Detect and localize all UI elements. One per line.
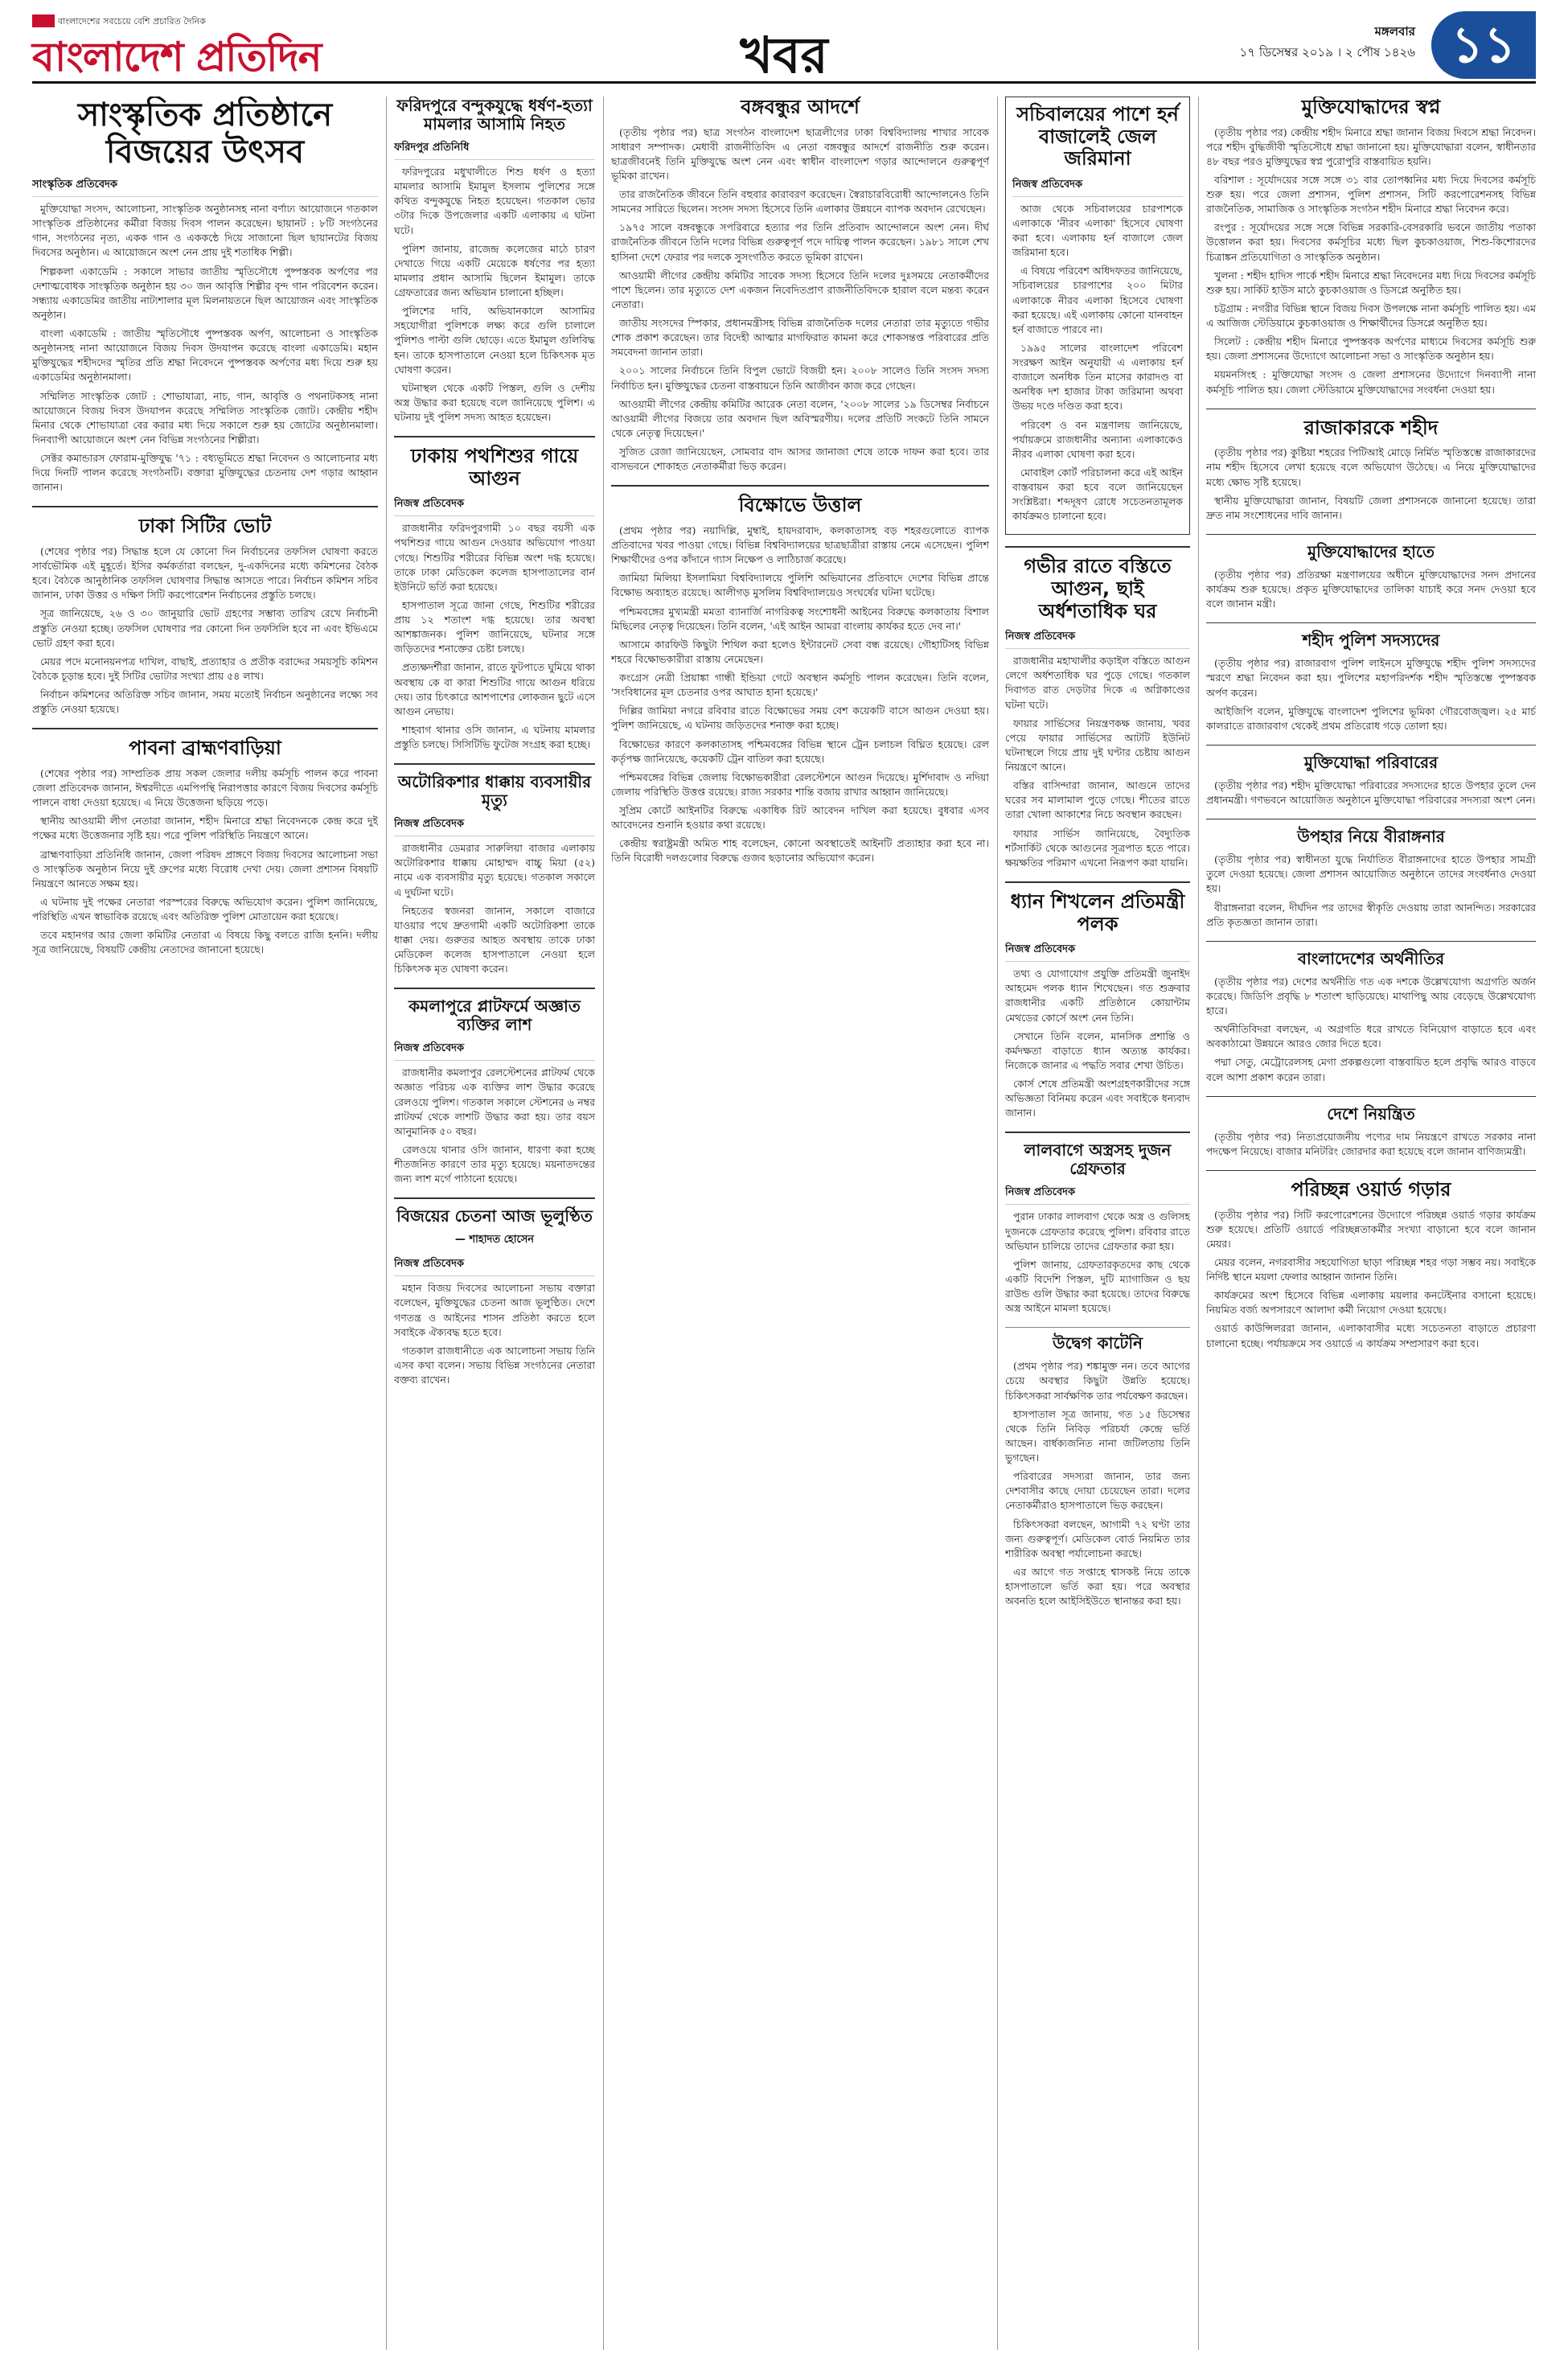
article-body — [611, 125, 989, 474]
article-paragraph: সুজিত রেজা জানিয়েছেন, সোমবার বাদ আসর জানাজা শেষে তাকে দাফন করা হবে। তার বাসভবনে শোকাহত নেতাকর্মীরা ভিড় করেন। — [611, 446, 989, 473]
article-body — [394, 521, 595, 752]
article-paragraph: সেখানে তিনি বলেন, মানসিক প্রশান্তি ও কর্মদক্ষতা বাড়াতে ধ্যান অত্যন্ত কার্যকর। নিজেকে জানার এ পদ্ধতি সবার শেখা উচিত। — [1005, 1029, 1190, 1071]
article-paragraph: মোবাইল কোর্ট পরিচালনা করে এই আইন বাস্তবায়ন করা হবে বলে জানিয়েছেন সংশ্লিষ্টরা। শব্দদূষণ রোধে সচেতনতামূলক কার্যক্রমও চালানো হবে। — [1012, 466, 1183, 523]
day-name: মঙ্গলবার — [1374, 24, 1415, 39]
section-title: খবর — [740, 26, 828, 84]
article-byline: নিজস্ব প্রতিবেদক — [394, 496, 595, 516]
article-byline: নিজস্ব প্রতিবেদক — [394, 1041, 595, 1061]
article-slum-fire — [1005, 556, 1190, 870]
article-birangana-gifts — [1206, 828, 1536, 930]
article-paragraph: (তৃতীয় পৃষ্ঠার পর) শহীদ মুক্তিযোদ্ধা পরিবারের সদস্যদের হাতে উপহার তুলে দেন প্রধানমন্ত্রী। গণভবনে আয়োজিত অনুষ্ঠানে মুক্তিযোদ্ধা পরিবারের সদস্যরা অংশ নেন। — [1206, 778, 1536, 807]
article-paragraph: পুলিশ জানায়, রাজেন্দ্র কলেজের মাঠে চারণ দেখাতে গিয়ে একটি মেয়েকে ধর্ষণের পর হত্যা মামলার প্রধান আসামি ছিলেন ইমামুল। তাকে গ্রেফতারের জন্য অভিযান চালানো হচ্ছিল। — [394, 242, 595, 298]
article-byline: নিজস্ব প্রতিবেদক — [394, 816, 595, 836]
article-byline: নিজস্ব প্রতিবেদক — [1005, 1185, 1190, 1205]
article-paragraph: অর্থনীতিবিদরা বলছেন, এ অগ্রগতি ধরে রাখতে বিনিয়োগ বাড়াতে হবে এবং অবকাঠামো উন্নয়নে আরও জোর দিতে হবে। — [1206, 1023, 1536, 1050]
article-paragraph: (তৃতীয় পৃষ্ঠার পর) কেন্দ্রীয় শহীদ মিনারে শ্রদ্ধা জানান বিজয় দিবসে শ্রদ্ধা নিবেদন। পরে শহীদ বুদ্ধিজীবী স্মৃতিসৌধে শ্রদ্ধা জানানো হয়। মুক্তিযোদ্ধারা বলেন, স্বাধীনতার ৪৮ বছর পরও মুক্তিযুদ্ধের স্বপ্ন পুরোপুরি বাস্তবায়িত হয়নি। — [1206, 125, 1536, 167]
divider — [32, 506, 378, 507]
article-paragraph: তবে মহানগর আর জেলা কমিটির নেতারা এ বিষয়ে কিছু বলতে রাজি হননি। দলীয় সূত্র জানিয়েছে, বিষয়টি কেন্দ্রীয় নেতাদের জানানো হয়েছে। — [32, 929, 378, 956]
article-lalbagh-arrest — [1005, 1141, 1190, 1316]
article-paragraph: সেক্টর কমান্ডারস ফোরাম-মুক্তিযুদ্ধ '৭১ : বধ্যভূমিতে শ্রদ্ধা নিবেদন ও আলোচনার মধ্য দিয়ে দিনটি পালন করেছে সংগঠনটি। বক্তারা মুক্তিযুদ্ধের চেতনায় দেশ গড়ার আহ্বান জানান। — [32, 452, 378, 494]
article-byline: নিজস্ব প্রতিবেদক — [1012, 177, 1183, 197]
article-paragraph: শাহবাগ থানার ওসি জানান, এ ঘটনায় মামলার প্রস্তুতি চলছে। সিসিটিভি ফুটেজ সংগ্রহ করা হচ্ছে। — [394, 723, 595, 751]
article-body — [1206, 1130, 1536, 1159]
article-dhaka-city-vote — [32, 515, 378, 717]
article-paragraph: এর আগে গত সপ্তাহে শ্বাসকষ্ট নিয়ে তাকে হাসপাতালে ভর্তি করা হয়। পরে অবস্থার অবনতি হলে আইসিইউতে স্থানান্তর করা হয়। — [1005, 1565, 1190, 1608]
masthead — [32, 10, 1536, 84]
article-paragraph: বরিশাল : সূর্যোদয়ের সঙ্গে সঙ্গে ৩১ বার তোপধ্বনির মধ্য দিয়ে দিবসের কর্মসূচি শুরু হয়। পরে জেলা প্রশাসন, পুলিশ প্রশাসন, সিটি করপোরেশনসহ বিভিন্ন রাজনৈতিক, সামাজিক ও সাংস্কৃতিক সংগঠন শহীদ মিনারে শ্রদ্ধা নিবেদন করে। — [1206, 173, 1536, 216]
logo-text: বাংলাদেশ প্রতিদিন — [32, 34, 322, 80]
article-bangabandhu-ideals — [611, 97, 989, 474]
article-paragraph: ২০০১ সালের নির্বাচনে তিনি বিপুল ভোটে বিজয়ী হন। ২০০৮ সালেও তিনি সংসদ সদস্য নির্বাচিত হন। মুক্তিযুদ্ধের চেতনা বাস্তবায়নে তিনি আজীবন কাজ করে গেছেন। — [611, 364, 989, 392]
article-headline[interactable]: কমলাপুরে প্লাটফর্মে অজ্ঞাত ব্যক্তির লাশ — [408, 996, 581, 1035]
article-paragraph: রাজধানীর ফরিদপুরগামী ১০ বছর বয়সী এক পথশিশুর গায়ে আগুন দেওয়ার অভিযোগ পাওয়া গেছে। শিশুটির শরীরের বিভিন্ন অংশ দগ্ধ হয়েছে। তাকে ঢাকা মেডিকেল কলেজ হাসপাতালের বার্ন ইউনিটে ভর্তি করা হয়েছে। — [394, 522, 595, 593]
article-paragraph: মুক্তিযোদ্ধা সংসদ, আলোচনা, সাংস্কৃতিক অনুষ্ঠানসহ নানা বর্ণাঢ্য আয়োজনে গতকাল সাংস্কৃতিক প্রতিষ্ঠানের কর্মীরা বিজয় দিবস পালন করেছেন। ছায়ানট : ৮টি সংগঠনের গান, সংগঠনের নৃত্য, একক গান ও এককন্ঠে দিয়ে সাজানো ছিল ছায়ানটের বিজয় দিবসের অনুষ্ঠান। এ আয়োজনে অংশ নেন প্রায় দুই শতাধিক শিল্পী। — [32, 203, 378, 259]
article-body — [1206, 975, 1536, 1085]
article-paragraph: ঘটনাস্থল থেকে একটি পিস্তল, গুলি ও দেশীয় অস্ত্র উদ্ধার করা হয়েছে বলে জানিয়েছে পুলিশ। এ ঘটনায় দুই পুলিশ সদস্য আহত হয়েছেন। — [394, 381, 595, 423]
article-palak-meditation — [1005, 891, 1190, 1120]
article-headline[interactable]: মুক্তিযোদ্ধাদের হাতে — [1307, 541, 1435, 561]
article-body — [1206, 852, 1536, 930]
article-body — [1005, 1210, 1190, 1316]
page-number-badge: ১১ — [1431, 11, 1536, 79]
article-headline[interactable]: উপহার নিয়ে বীরাঙ্গনার — [1297, 827, 1445, 847]
article-paragraph: রাজধানীর মহাখালীর কড়াইল বস্তিতে আগুন লেগে অর্ধশতাধিক ঘর পুড়ে গেছে। গতকাল দিবাগত রাত দেড়টার দিকে এ অগ্নিকাণ্ডের ঘটনা ঘটে। — [1005, 655, 1190, 711]
article-paragraph: বিক্ষোভের কারণে কলকাতাসহ পশ্চিমবঙ্গের বিভিন্ন স্থানে ট্রেন চলাচল বিঘ্নিত হয়েছে। রেল কর্তৃপক্ষ জানিয়েছে, কয়েকটি ট্রেন বাতিল করা হয়েছে। — [611, 737, 989, 765]
article-headline[interactable]: অটোরিকশার ধাক্কায় ব্যবসায়ীর মৃত্যু — [397, 772, 592, 811]
article-paragraph: (তৃতীয় পৃষ্ঠার পর) স্বাধীনতা যুদ্ধে নির্যাতিত বীরাঙ্গনাদের হাতে উপহার সামগ্রী তুলে দেওয়া হয়েছে। জেলা প্রশাসন আয়োজিত অনুষ্ঠানে তাদের সংবর্ধনাও দেওয়া হয়। — [1206, 853, 1536, 895]
article-kamalapur-body — [394, 997, 595, 1186]
divider — [1206, 622, 1536, 623]
article-paragraph: খুলনা : শহীদ হাদিস পার্কে শহীদ মিনারে শ্রদ্ধা নিবেদনের মধ্য দিয়ে দিবসের কর্মসূচি শুরু হয়। সার্কিট হাউস মাঠে কুচকাওয়াজ ও ডিসপ্লে অনুষ্ঠিত হয়। — [1206, 269, 1536, 296]
article-paragraph: পুরান ঢাকার লালবাগ থেকে অস্ত্র ও গুলিসহ দুজনকে গ্রেফতার করেছে পুলিশ। রবিবার রাতে অভিযান চালিয়ে তাদের গ্রেফতার করা হয়। — [1005, 1210, 1190, 1252]
article-paragraph: চিকিৎসকরা বলছেন, আগামী ৭২ ঘণ্টা তার জন্য গুরুত্বপূর্ণ। মেডিকেল বোর্ড নিয়মিত তার শারীরিক অবস্থা পর্যালোচনা করছে। — [1005, 1518, 1190, 1559]
article-paragraph: পুলিশ জানায়, গ্রেফতারকৃতদের কাছ থেকে একটি বিদেশি পিস্তল, দুটি ম্যাগাজিন ও ছয় রাউন্ড গুলি উদ্ধার করা হয়েছে। তাদের বিরুদ্ধে অস্ত্র আইনে মামলা হয়েছে। — [1005, 1258, 1190, 1315]
article-freedom-fighter-families — [1206, 754, 1536, 807]
article-body — [1005, 967, 1190, 1120]
divider — [1005, 546, 1190, 548]
divider — [394, 1197, 595, 1199]
article-freedom-fighters-hands — [1206, 543, 1536, 611]
article-paragraph: হাসপাতাল সূত্রে জানা গেছে, শিশুটির শরীরের প্রায় ১২ শতাংশ দগ্ধ হয়েছে। তার অবস্থা আশঙ্কাজনক। পুলিশ জানিয়েছে, ঘটনার সঙ্গে জড়িতদের শনাক্তের চেষ্টা চলছে। — [394, 598, 595, 655]
article-headline[interactable]: মুক্তিযোদ্ধাদের স্বপ্ন — [1301, 97, 1441, 118]
article-byline: সাংস্কৃতিক প্রতিবেদক — [32, 177, 378, 197]
article-paragraph: শিল্পকলা একাডেমি : সকালে সাভার জাতীয় স্মৃতিসৌধে পুষ্পস্তবক অর্পণের পর দেশাত্মবোধক সাংস্কৃতিক অনুষ্ঠান হয় ৩০ জন আবৃত্তি শিল্পীর বৃন্দ গান পরিবেশন করেন। সন্ধ্যায় একাডেমির জাতীয় নাট্যশালার মূল মিলনায়তনে ছিল আয়োজন এবং সাংস্কৃতিক অনুষ্ঠান। — [32, 265, 378, 321]
article-body — [1206, 446, 1536, 523]
article-paragraph: (তৃতীয় পৃষ্ঠার পর) রাজারবাগ পুলিশ লাইনসে মুক্তিযুদ্ধে শহীদ পুলিশ সদস্যদের স্মরণে শ্রদ্ধা নিবেদন করা হয়। পুলিশের মহাপরিদর্শক শহীদ স্মৃতিস্তম্ভে পুষ্পস্তবক অর্পণ করেন। — [1206, 657, 1536, 699]
article-paragraph: (তৃতীয় পৃষ্ঠার পর) নিত্যপ্রয়োজনীয় পণ্যের দাম নিয়ন্ত্রণে রাখতে সরকার নানা পদক্ষেপ নিয়েছে। বাজার মনিটরিং জোরদার করা হয়েছে বলে জানান বাণিজ্যমন্ত্রী। — [1206, 1130, 1536, 1157]
article-victory-spirit — [394, 1207, 595, 1387]
column-rule — [386, 97, 387, 2350]
article-martyred-police — [1206, 631, 1536, 733]
article-body — [394, 841, 595, 976]
article-paragraph: রেলওয়ে থানার ওসি জানান, ধারণা করা হচ্ছে শীতজনিত কারণে তার মৃত্যু হয়েছে। ময়নাতদন্তের জন্য লাশ মর্গে পাঠানো হয়েছে। — [394, 1143, 595, 1185]
article-body — [1206, 778, 1536, 807]
article-paragraph: প্রত্যক্ষদর্শীরা জানান, রাতে ফুটপাতে ঘুমিয়ে থাকা অবস্থায় কে বা কারা শিশুটির গায়ে আগুন ধরিয়ে দেয়। তার চিৎকারে আশপাশের লোকজন ছুটে এসে আগুন নেভায়। — [394, 661, 595, 717]
article-headline[interactable]: ঢাকায় পথশিশুর গায়ে আগুন — [410, 445, 579, 490]
article-byline: ফরিদপুর প্রতিনিধি — [394, 140, 595, 160]
article-paragraph: পশ্চিমবঙ্গের মুখ্যমন্ত্রী মমতা ব্যানার্জি নাগরিকত্ব সংশোধনী আইনের বিরুদ্ধে কলকাতায় বিশাল মিছিলের নেতৃত্ব দিয়েছেন। তিনি বলেন, 'এই আইন আমরা বাংলায় কার্যকর হতে দেব না।' — [611, 605, 989, 632]
article-paragraph: মেয়র বলেন, নগরবাসীর সহযোগিতা ছাড়া পরিচ্ছন্ন শহর গড়া সম্ভব নয়। সবাইকে নির্দিষ্ট স্থানে ময়লা ফেলার আহ্বান জানান তিনি। — [1206, 1255, 1536, 1284]
article-body — [1206, 568, 1536, 611]
article-paragraph: (প্রথম পৃষ্ঠার পর) নয়াদিল্লি, মুম্বাই, হায়দরাবাদ, কলকাতাসহ বড় শহরগুলোতে ব্যাপক প্রতিবাদের খবর পাওয়া গেছে। বিভিন্ন বিশ্ববিদ্যালয়ের ছাত্রছাত্রীরা রাস্তায় নেমে এসেছেন। পুলিশ শিক্ষার্থীদের ওপর কাঁদানে গ্যাস নিক্ষেপ ও লাঠিচার্জ করেছে। — [611, 524, 989, 566]
logo-tagline: বাংলাদেশের সবচেয়ে বেশি প্রচারিত দৈনিক — [58, 16, 206, 27]
article-paragraph: আইজিপি বলেন, মুক্তিযুদ্ধে বাংলাদেশ পুলিশের ভূমিকা গৌরবোজ্জ্বল। ২৫ মার্চ কালরাতে রাজারবাগ থেকেই প্রথম প্রতিরোধ গড়ে তোলা হয়। — [1206, 704, 1536, 732]
article-paragraph: দিল্লির জামিয়া নগরে রবিবার রাতে বিক্ষোভের সময় বেশ কয়েকটি বাসে আগুন দেওয়া হয়। পুলিশ জানিয়েছে, এ ঘটনায় জড়িতদের শনাক্ত করা হচ্ছে। — [611, 704, 989, 732]
article-body — [32, 766, 378, 958]
article-headline[interactable]: সচিবালয়ের পাশে হর্ন বাজালেই জেল জরিমানা — [1016, 103, 1179, 170]
article-headline[interactable]: বাংলাদেশের অর্থনীতির — [1297, 948, 1445, 968]
article-headline[interactable]: গভীর রাতে বস্তিতে আগুন, ছাই অর্ধশতাধিক ঘর — [1024, 555, 1172, 622]
article-paragraph: ফায়ার সার্ভিস জানিয়েছে, বৈদ্যুতিক শর্টসার্কিট থেকে আগুনের সূত্রপাত হতে পারে। ক্ষয়ক্ষতির পরিমাণ এখনো নিরূপণ করা যায়নি। — [1005, 827, 1190, 869]
article-headline[interactable]: বিজয়ের চেতনা আজ ভূলুণ্ঠিত — [396, 1206, 593, 1226]
article-headline[interactable]: বঙ্গবন্ধুর আদর্শে — [741, 97, 860, 118]
article-headline[interactable]: দেশে নিয়ন্ত্রিত — [1327, 1103, 1415, 1123]
article-paragraph: রাজধানীর কমলাপুর রেলস্টেশনের প্লাটফর্ম থেকে অজ্ঞাত পরিচয় এক ব্যক্তির লাশ উদ্ধার করেছে রেলওয়ে পুলিশ। গতকাল সকালে স্টেশনের ৬ নম্বর প্লাটফর্ম থেকে লাশটি উদ্ধার করা হয়। তার বয়স আনুমানিক ৫০ বছর। — [394, 1066, 595, 1137]
article-paragraph: তার রাজনৈতিক জীবনে তিনি বহুবার কারাবরণ করেছেন। স্বৈরাচারবিরোধী আন্দোলনেও তিনি সামনের সারিতে ছিলেন। সংসদ সদস্য হিসেবে তিনি এলাকার উন্নয়নে ব্যাপক অবদান রেখেছেন। — [611, 188, 989, 216]
column-rule — [997, 97, 998, 2350]
article-paragraph: (তৃতীয় পৃষ্ঠার পর) দেশের অর্থনীতি গত এক দশকে উল্লেখযোগ্য অগ্রগতি অর্জন করেছে। জিডিপি প্রবৃদ্ধি ৮ শতাংশ ছাড়িয়েছে। মাথাপিছু আয় বেড়েছে উল্লেখযোগ্য হারে। — [1206, 975, 1536, 1017]
article-paragraph: (তৃতীয় পৃষ্ঠার পর) কুষ্টিয়া শহরের পিটিআই মোড়ে নির্মিত স্মৃতিস্তম্ভে রাজাকারদের নাম শহীদ হিসেবে লেখা হয়েছে বলে অভিযোগ উঠেছে। এ নিয়ে মুক্তিযোদ্ধাদের মধ্যে ক্ষোভ সৃষ্টি হয়েছে। — [1206, 446, 1536, 488]
article-byline: নিজস্ব প্রতিবেদক — [1005, 942, 1190, 962]
article-byline: নিজস্ব প্রতিবেদক — [1005, 629, 1190, 649]
column-rule — [1198, 97, 1199, 2350]
article-paragraph: এ ঘটনায় দুই পক্ষের নেতারা পরস্পরের বিরুদ্ধে অভিযোগ করেন। পুলিশ জানিয়েছে, পরিস্থিতি এখন স্বাভাবিক রয়েছে এবং অতিরিক্ত পুলিশ মোতায়েন করা হয়েছে। — [32, 895, 378, 923]
article-protest-turmoil — [611, 495, 989, 865]
article-paragraph: নিহতের স্বজনরা জানান, সকালে বাজারে যাওয়ার পথে দ্রুতগামী একটি অটোরিকশা তাকে ধাক্কা দেয়। গুরুতর আহত অবস্থায় তাকে ঢাকা মেডিকেল কলেজ হাসপাতালে নেওয়া হলে চিকিৎসক মৃত ঘোষণা করেন। — [394, 904, 595, 975]
date-text: ১৭ ডিসেম্বর ২০১৯ । ২ পৌষ ১৪২৬ — [1239, 45, 1415, 60]
article-headline[interactable]: পরিচ্ছন্ন ওয়ার্ড গড়ার — [1291, 1177, 1451, 1201]
divider — [1005, 1132, 1190, 1133]
article-headline[interactable]: বিক্ষোভে উত্তাল — [738, 494, 862, 517]
article-paragraph: স্থানীয় মুক্তিযোদ্ধারা জানান, বিষয়টি জেলা প্রশাসনকে জানানো হয়েছে। তারা দ্রুত নাম সংশোধনের দাবি জানান। — [1206, 494, 1536, 521]
article-paragraph: পরিবারের সদস্যরা জানান, তার জন্য দেশবাসীর কাছে দোয়া চেয়েছেন তারা। দলের নেতাকর্মীরাও হাসপাতালে ভিড় করছেন। — [1005, 1470, 1190, 1512]
article-headline[interactable]: সাংস্কৃতিক প্রতিষ্ঠানে বিজয়ের উৎসব — [77, 97, 333, 170]
column-2 — [394, 97, 595, 2350]
article-paragraph: আওয়ামী লীগের কেন্দ্রীয় কমিটির সাবেক সদস্য হিসেবে তিনি দলের দুঃসময়ে নেতাকর্মীদের পাশে ছিলেন। তার মৃত্যুতে দেশ একজন নিবেদিতপ্রাণ রাজনীতিবিদকে হারাল বলে মন্তব্য করেন নেতারা। — [611, 269, 989, 310]
article-paragraph: তথ্য ও যোগাযোগ প্রযুক্তি প্রতিমন্ত্রী জুনাইদ আহমেদ পলক ধ্যান শিখেছেন। গত শুক্রবার রাজধানীর একটি প্রতিষ্ঠানে কোয়ান্টাম মেথডের কোর্সে অংশ নেন তিনি। — [1005, 967, 1190, 1024]
divider — [1206, 941, 1536, 942]
divider — [394, 763, 595, 765]
article-headline[interactable]: পাবনা ব্রাহ্মণবাড়িয়া — [129, 737, 281, 760]
article-freedom-fighters-dream — [1206, 97, 1536, 397]
article-paragraph: মহান বিজয় দিবসের আলোচনা সভায় বক্তারা বলেছেন, মুক্তিযুদ্ধের চেতনা আজ ভূলুণ্ঠিত। দেশে গণতন্ত্র ও আইনের শাসন প্রতিষ্ঠা করতে হলে সবাইকে ঐক্যবদ্ধ হতে হবে। — [394, 1282, 595, 1338]
article-paragraph: (প্রথম পৃষ্ঠার পর) শঙ্কামুক্ত নন। তবে আগের চেয়ে অবস্থার কিছুটা উন্নতি হয়েছে। চিকিৎসকরা সার্বক্ষণিক তার পর্যবেক্ষণ করছেন। — [1005, 1360, 1190, 1402]
article-paragraph: জাতীয় সংসদের স্পিকার, প্রধানমন্ত্রীসহ বিভিন্ন রাজনৈতিক দলের নেতারা তার মৃত্যুতে গভীর শোক প্রকাশ করেছেন। তার বিদেহী আত্মার মাগফিরাত কামনা করে শোকসন্তপ্ত পরিবারের প্রতি সমবেদনা জানান তারা। — [611, 317, 989, 359]
article-faridpur-gunfight — [394, 97, 595, 425]
article-paragraph: পদ্মা সেতু, মেট্রোরেলসহ মেগা প্রকল্পগুলো বাস্তবায়িত হলে প্রবৃদ্ধি আরও বাড়বে বলে আশা প্রকাশ করেন তারা। — [1206, 1056, 1536, 1083]
article-paragraph: আসামে কারফিউ কিছুটা শিথিল করা হলেও ইন্টারনেট সেবা বন্ধ রয়েছে। গৌহাটিসহ বিভিন্ন শহরে বিক্ষোভকারীরা রাস্তায় নেমেছেন। — [611, 638, 989, 665]
article-controlled — [1206, 1105, 1536, 1159]
article-paragraph: ওয়ার্ড কাউন্সিলররা জানান, এলাকাবাসীর মধ্যে সচেতনতা বাড়াতে প্রচারণা চালানো হচ্ছে। পর্যায়ক্রমে সব ওয়ার্ডে এ কার্যক্রম সম্প্রসারণ করা হবে। — [1206, 1322, 1536, 1349]
article-paragraph: ময়মনসিংহ : মুক্তিযোদ্ধা সংসদ ও জেলা প্রশাসনের উদ্যোগে দিনব্যাপী নানা কর্মসূচি পালিত হয়। জেলা স্টেডিয়ামে মুক্তিযোদ্ধাদের সংবর্ধনা দেওয়া হয়। — [1206, 368, 1536, 396]
article-paragraph: সিলেট : কেন্দ্রীয় শহীদ মিনারে পুষ্পস্তবক অর্পণের মাধ্যমে দিবসের কর্মসূচি শুরু হয়। জেলা প্রশাসনের উদ্যোগে আলোচনা সভা ও সাংস্কৃতিক অনুষ্ঠান হয়। — [1206, 335, 1536, 363]
divider — [1206, 534, 1536, 535]
article-paragraph: ১৯৭৫ সালে বঙ্গবন্ধুকে সপরিবারে হত্যার পর তিনি প্রতিবাদ আন্দোলনে অংশ নেন। দীর্ঘ রাজনৈতিক জীবনে তিনি দলের বিভিন্ন গুরুত্বপূর্ণ পদে দায়িত্ব পালন করেছেন। ১৯৮১ সালে শেখ হাসিনা দেশে ফেরার পর দলকে সুসংগঠিত করতে ভূমিকা রাখেন। — [611, 221, 989, 263]
divider — [1005, 1327, 1190, 1328]
logo-mark-icon — [32, 14, 55, 27]
divider — [1206, 1170, 1536, 1171]
article-paragraph: এ বিষয়ে পরিবেশ অধিদফতর জানিয়েছে, সচিবালয়ের চারপাশের ২০০ মিটার এলাকাকে নীরব এলাকা হিসেবে ঘোষণা করা হয়েছে। এই এলাকায় কোনো যানবাহন হর্ন বাজাতে পারবে না। — [1012, 265, 1183, 335]
article-body — [32, 544, 378, 717]
article-paragraph: কংগ্রেস নেত্রী প্রিয়াঙ্কা গান্ধী ইন্ডিয়া গেটে অবস্থান কর্মসূচি পালন করেছেন। তিনি বলেন, 'সংবিধানের মূল চেতনার ওপর আঘাত হানা হয়েছে।' — [611, 672, 989, 699]
article-headline[interactable]: শহীদ পুলিশ সদস্যদের — [1302, 630, 1440, 651]
article-paragraph: সম্মিলিত সাংস্কৃতিক জোট : শোভাযাত্রা, নাচ, গান, আবৃত্তি ও পথনাটকসহ নানা আয়োজনে বিজয় দিবস উদযাপন করেছে সম্মিলিত সাংস্কৃতিক জোট। কেন্দ্রীয় শহীদ মিনার থেকে শোভাযাত্রা বের করার মধ্য দিয়ে সকালে শুরু হয় জোটের অনুষ্ঠানমালা। দিনব্যাপী আয়োজনে অংশ নেন বিভিন্ন সংগঠনের শিল্পীরা। — [32, 389, 378, 446]
article-paragraph: বাংলা একাডেমি : জাতীয় স্মৃতিসৌধে পুষ্পস্তবক অর্পণ, আলোচনা ও সাংস্কৃতিক অনুষ্ঠানসহ নানা আয়োজনে বিজয় দিবস উদযাপন করেছে বাংলা একাডেমি। মহান মুক্তিযুদ্ধের শহীদদের স্মৃতির প্রতি শ্রদ্ধা নিবেদনে পুষ্পস্তবক অর্পণের মধ্য দিয়ে শুরু হয় একাডেমির অনুষ্ঠানমালা। — [32, 327, 378, 384]
article-paragraph: পশ্চিমবঙ্গের বিভিন্ন জেলায় বিক্ষোভকারীরা রেলস্টেশনে আগুন দিয়েছে। মুর্শিদাবাদ ও নদিয়া জেলায় পরিস্থিতি উত্তপ্ত রয়েছে। রাজ্য সরকার শান্তি বজায় রাখার আহ্বান জানিয়েছে। — [611, 770, 989, 798]
article-body — [394, 1066, 595, 1186]
article-street-child-fire — [394, 446, 595, 752]
article-paragraph: মেয়র পদে মনোনয়নপত্র দাখিল, বাছাই, প্রত্যাহার ও প্রতীক বরাদ্দের সময়সূচি কমিশন বৈঠকে চূড়ান্ত হবে। দুই সিটির ভোটার সংখ্যা প্রায় ৫৪ লাখ। — [32, 655, 378, 682]
newspaper-logo[interactable] — [32, 13, 338, 80]
article-body — [1012, 202, 1183, 524]
column-1 — [32, 97, 378, 2350]
divider — [611, 485, 989, 487]
divider — [394, 436, 595, 437]
article-paragraph: রংপুর : সূর্যোদয়ের সঙ্গে সঙ্গে বিভিন্ন সরকারি-বেসরকারি ভবনে জাতীয় পতাকা উত্তোলন করা হয়। দিবসের কর্মসূচির মধ্যে ছিল কুচকাওয়াজ, শিশু-কিশোরদের চিত্রাঙ্কন প্রতিযোগিতা ও সাংস্কৃতিক অনুষ্ঠান। — [1206, 221, 1536, 263]
article-body — [1005, 654, 1190, 870]
article-body — [1206, 1208, 1536, 1351]
article-headline[interactable]: রাজাকারকে শহীদ — [1303, 416, 1439, 439]
dateline — [1240, 21, 1415, 63]
article-secretariat-horn — [1005, 97, 1190, 535]
article-paragraph: সুপ্রিম কোর্টে আইনটির বিরুদ্ধে একাধিক রিট আবেদন দাখিল করা হয়েছে। বুধবার এসব আবেদনের শুনানি হওয়ার কথা রয়েছে। — [611, 804, 989, 832]
divider — [394, 988, 595, 989]
article-quote-attribution: — শাহাদত হোসেন — [454, 1234, 535, 1247]
article-paragraph: চট্টগ্রাম : নগরীর বিভিন্ন স্থানে বিজয় দিবস উপলক্ষে নানা কর্মসূচি পালিত হয়। এম এ আজিজ স্টেডিয়ামে কুচকাওয়াজ ও শিক্ষার্থীদের ডিসপ্লে অনুষ্ঠিত হয়। — [1206, 302, 1536, 330]
column-5 — [1206, 97, 1536, 2350]
article-paragraph: ফরিদপুরের মধুখালীতে শিশু ধর্ষণ ও হত্যা মামলার আসামি ইমামুল ইসলাম পুলিশের সঙ্গে কথিত বন্দুকযুদ্ধে নিহত হয়েছেন। গতকাল ভোর ৩টার দিকে উপজেলার একটি এলাকায় এ ঘটনা ঘটে। — [394, 166, 595, 236]
article-razakar-martyr — [1206, 417, 1536, 523]
article-paragraph: আওয়ামী লীগের কেন্দ্রীয় কমিটির আরেক নেতা বলেন, '২০০৮ সালের ১৯ ডিসেম্বর নির্বাচনে আওয়ামী লীগের বিজয়ে তার অবদান ছিল অবিস্মরণীয়। দলের প্রতিটি সংকটে তিনি সামনে থেকে নেতৃত্ব দিয়েছেন।' — [611, 397, 989, 439]
article-body — [32, 202, 378, 495]
article-paragraph: বস্তির বাসিন্দারা জানান, আগুনে তাদের ঘরের সব মালামাল পুড়ে গেছে। শীতের রাতে তারা খোলা আকাশের নিচে অবস্থান করছেন। — [1005, 779, 1190, 821]
article-byline: নিজস্ব প্রতিবেদক — [394, 1256, 595, 1276]
article-concern-persists — [1005, 1334, 1190, 1608]
article-paragraph: (তৃতীয় পৃষ্ঠার পর) প্রতিরক্ষা মন্ত্রণালয়ের অধীনে মুক্তিযোদ্ধাদের সনদ প্রদানের কার্যক্রম শুরু হয়েছে। প্রকৃত মুক্তিযোদ্ধাদের তালিকা যাচাই করে সনদ দেওয়া হবে বলে জানান মন্ত্রী। — [1206, 568, 1536, 610]
article-paragraph: সূত্র জানিয়েছে, ২৬ ও ৩০ জানুয়ারি ভোট গ্রহণের সম্ভাব্য তারিখ রেখে নির্বাচনী প্রস্তুতি নেওয়া হচ্ছে। তফসিল ঘোষণার পর কোনো দিন তফসিলি হবে না এবং ইভিএমে ভোট গ্রহণ করা হবে। — [32, 607, 378, 649]
article-paragraph: ১৯৯৫ সালের বাংলাদেশ পরিবেশ সংরক্ষণ আইন অনুযায়ী এ এলাকায় হর্ন বাজালে অনধিক তিন মাসের কারাদণ্ড বা অনধিক দশ হাজার টাকা জরিমানা অথবা উভয় দণ্ডে দণ্ডিত করা হবে। — [1012, 341, 1183, 413]
article-paragraph: নির্বাচন কমিশনের অতিরিক্ত সচিব জানান, সময় মতোই নির্বাচন অনুষ্ঠানের লক্ষ্যে সব প্রস্তুতি নেওয়া হয়েছে। — [32, 688, 378, 716]
column-rule — [603, 97, 604, 2350]
article-headline[interactable]: ধ্যান শিখলেন প্রতিমন্ত্রী পলক — [1010, 889, 1185, 935]
article-bangladesh-economy — [1206, 950, 1536, 1085]
article-headline[interactable]: উদ্বেগ কাটেনি — [1053, 1333, 1143, 1353]
article-paragraph: বীরাঙ্গনারা বলেন, দীর্ঘদিন পর তাদের স্বীকৃতি দেওয়ায় তারা আনন্দিত। সরকারের প্রতি কৃতজ্ঞতা জানান তারা। — [1206, 901, 1536, 928]
divider — [1005, 881, 1190, 883]
article-headline[interactable]: মুক্তিযোদ্ধা পরিবারের — [1303, 752, 1439, 772]
article-body — [394, 165, 595, 425]
article-body — [611, 524, 989, 866]
article-body — [394, 1281, 595, 1387]
article-paragraph: কোর্স শেষে প্রতিমন্ত্রী অংশগ্রহণকারীদের সঙ্গে অভিজ্ঞতা বিনিময় করেন এবং সবাইকে ধন্যবাদ জানান। — [1005, 1078, 1190, 1119]
article-paragraph: জামিয়া মিলিয়া ইসলামিয়া বিশ্ববিদ্যালয়ে পুলিশি অভিযানের প্রতিবাদে দেশের বিভিন্ন প্রান্তে বিক্ষোভ অব্যাহত রয়েছে। আলীগড় মুসলিম বিশ্ববিদ্যালয়েও সংঘর্ষের ঘটনা ঘটেছে। — [611, 572, 989, 599]
article-paragraph: গতকাল রাজধানীতে এক আলোচনা সভায় তিনি এসব কথা বলেন। সভায় বিভিন্ন সংগঠনের নেতারা বক্তব্য রাখেন। — [394, 1344, 595, 1386]
article-paragraph: স্থানীয় আওয়ামী লীগ নেতারা জানান, শহীদ মিনারে শ্রদ্ধা নিবেদনকে কেন্দ্র করে দুই পক্ষের মধ্যে উত্তেজনার সৃষ্টি হয়। পরে পুলিশ পরিস্থিতি নিয়ন্ত্রণে আনে। — [32, 815, 378, 842]
article-paragraph: রাজধানীর ডেমরার সারুলিয়া বাজার এলাকায় অটোরিকশার ধাক্কায় মোহাম্মদ বাচ্চু মিয়া (৫২) নামে এক ব্যবসায়ীর মৃত্যু হয়েছে। গতকাল সকালে এ দুর্ঘটনা ঘটে। — [394, 842, 595, 898]
article-paragraph: পুলিশের দাবি, অভিযানকালে আসামির সহযোগীরা পুলিশকে লক্ষ্য করে গুলি চালালে পুলিশও পাল্টা গুলি ছোড়ে। এতে ইমামুল গুলিবিদ্ধ হন। তাকে হাসপাতালে নেওয়া হলে চিকিৎসক মৃত ঘোষণা করেন। — [394, 305, 595, 376]
article-headline[interactable]: ঢাকা সিটির ভোট — [138, 515, 272, 538]
article-paragraph: কার্যক্রমের অংশ হিসেবে বিভিন্ন এলাকায় ময়লার কনটেইনার বসানো হয়েছে। নিয়মিত বর্জ্য অপসারণে আলাদা কর্মী নিয়োগ দেওয়া হয়েছে। — [1206, 1289, 1536, 1316]
divider — [1206, 1096, 1536, 1097]
article-cultural-victory — [32, 97, 378, 495]
divider — [32, 728, 378, 729]
article-headline[interactable]: লালবাগে অস্ত্রসহ দুজন গ্রেফতার — [1024, 1140, 1172, 1179]
column-3 — [611, 97, 989, 2350]
article-paragraph: ব্রাহ্মণবাড়িয়া প্রতিনিধি জানান, জেলা পরিষদ প্রাঙ্গণে বিজয় দিবসের আলোচনা সভা ও সাংস্কৃতিক অনুষ্ঠান নিয়ে দুই গ্রুপের মধ্যে বিরোধ দেখা দেয়। জেলা প্রশাসন বিষয়টি নিয়ন্ত্রণে আনতে সক্ষম হয়। — [32, 848, 378, 889]
article-autorickshaw-death — [394, 773, 595, 976]
article-paragraph: (শেষের পৃষ্ঠার পর) সাম্প্রতিক প্রায় সকল জেলার দলীয় কর্মসূচি পালন করে পাবনা জেলা প্রতিবেদক জানান, ঈশ্বরদীতে এমপিপন্থি নিরাপত্তার কারণে বিজয় দিবসের কর্মসূচি পালনে বাধা দেওয়া হয়েছে। এ নিয়ে উত্তেজনা ছড়িয়ে পড়ে। — [32, 766, 378, 809]
article-body — [1206, 125, 1536, 397]
article-headline[interactable]: ফরিদপুরে বন্দুকযুদ্ধে ধর্ষণ-হত্যা মামলার আসামি নিহত — [396, 97, 593, 133]
article-paragraph: কেন্দ্রীয় স্বরাষ্ট্রমন্ত্রী অমিত শাহ বলেছেন, কোনো অবস্থাতেই আইনটি প্রত্যাহার করা হবে না। তিনি বিরোধী দলগুলোর বিরুদ্ধে গুজব ছড়ানোর অভিযোগ করেন। — [611, 837, 989, 865]
article-clean-ward — [1206, 1179, 1536, 1351]
article-body — [1005, 1359, 1190, 1608]
article-paragraph: আজ থেকে সচিবালয়ের চারপাশকে এলাকাকে 'নীরব এলাকা' হিসেবে ঘোষণা করা হবে। এলাকায় হর্ন বাজালে জেল জরিমানা হবে। — [1012, 202, 1183, 259]
article-paragraph: পরিবেশ ও বন মন্ত্রণালয় জানিয়েছে, পর্যায়ক্রমে রাজধানীর অন্যান্য এলাকাকেও নীরব এলাকা ঘোষণা করা হবে। — [1012, 418, 1183, 460]
article-paragraph: (শেষের পৃষ্ঠার পর) সিদ্ধান্ত হলে যে কোনো দিন নির্বাচনের তফসিল ঘোষণা করতে সার্বভৌমিক এই মুহূর্তে। ইসির কর্মকর্তারা বলছেন, দু-একদিনের মধ্যে কমিশনের বৈঠক হবে। বৈঠকে আনুষ্ঠানিক তফসিল ঘোষণার সিদ্ধান্ত আসতে পারে। নির্বাচন কমিশন সচিব জানান, ঢাকা উত্তর ও দক্ষিণ সিটি করপোরেশন নির্বাচনের প্রস্তুতি চলছে। — [32, 544, 378, 602]
column-4 — [1005, 97, 1190, 2350]
article-paragraph: ফায়ার সার্ভিসের নিয়ন্ত্রণকক্ষ জানায়, খবর পেয়ে ফায়ার সার্ভিসের আটটি ইউনিট ঘটনাস্থলে গিয়ে প্রায় দুই ঘণ্টার চেষ্টায় আগুন নিয়ন্ত্রণে আনে। — [1005, 717, 1190, 774]
article-paragraph: (তৃতীয় পৃষ্ঠার পর) সিটি করপোরেশনের উদ্যোগে পরিচ্ছন্ন ওয়ার্ড গড়ার কার্যক্রম শুরু হয়েছে। প্রতিটি ওয়ার্ডে পরিচ্ছন্নতাকর্মীর সংখ্যা বাড়ানো হবে বলে জানান মেয়র। — [1206, 1208, 1536, 1250]
article-body — [1206, 656, 1536, 733]
article-pabna-brahmanbaria — [32, 737, 378, 957]
article-paragraph: (তৃতীয় পৃষ্ঠার পর) ছাত্র সংগঠন বাংলাদেশ ছাত্রলীগের ঢাকা বিশ্ববিদ্যালয় শাখার সাবেক সাধারণ সম্পাদক। মেধাবী রাজনীতিবিদ এ নেতা বঙ্গবন্ধুর আদর্শে রাজনীতি শুরু করেন। ছাত্রজীবনেই তিনি মুক্তিযুদ্ধে অংশ নেন এবং স্বাধীন বাংলাদেশ গড়ার আন্দোলনে গুরুত্বপূর্ণ ভূমিকা রাখেন। — [611, 125, 989, 182]
article-paragraph: হাসপাতাল সূত্র জানায়, গত ১৫ ডিসেম্বর থেকে তিনি নিবিড় পরিচর্যা কেন্দ্রে ভর্তি আছেন। বার্ধক্যজনিত নানা জটিলতায় তিনি ভুগছেন। — [1005, 1407, 1190, 1464]
